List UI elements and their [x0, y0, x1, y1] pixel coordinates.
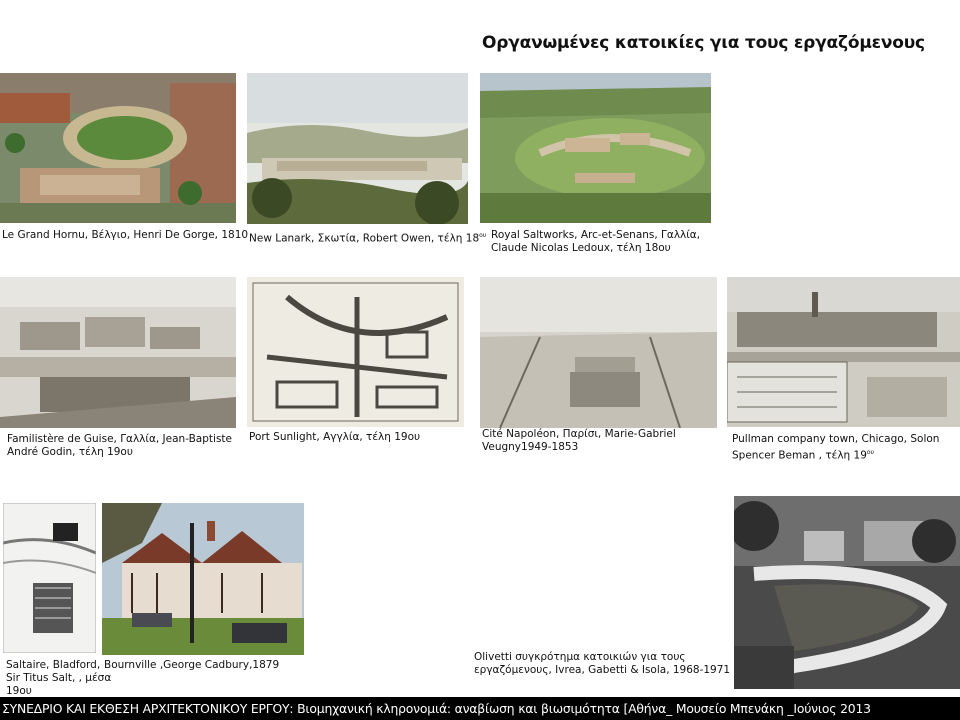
- caption-napoleon-line2: Veugny1949-1853: [482, 441, 579, 453]
- caption-guise-line2: André Godin, τέλη 19ου: [7, 446, 133, 458]
- caption-saltaire-line1: Saltaire, Bladford,: [6, 659, 101, 671]
- caption-bournville: Bournville ,George Cadbury,1879: [104, 659, 280, 671]
- caption-new-lanark-text: New Lanark, Σκωτία, Robert Owen, τέλη 18: [249, 232, 480, 245]
- caption-grand-hornu: Le Grand Hornu, Βέλγιο, Henri De Gorge, 1810: [2, 229, 249, 241]
- caption-olivetti: [474, 651, 730, 677]
- caption-saltworks-line2: Claude Nicolas Ledoux, τέλη 18ου: [491, 242, 671, 254]
- royal-saltworks-photo: [480, 73, 711, 223]
- caption-guise: [7, 433, 232, 459]
- grand-hornu-photo: [0, 73, 236, 223]
- caption-saltaire-line2: Sir Titus Salt, , μέσα: [6, 672, 112, 684]
- port-sunlight-plan: [247, 277, 464, 427]
- caption-saltaire-line3: 19ου: [6, 685, 32, 697]
- caption-napoleon: [482, 428, 676, 454]
- slide-footer: ΣΥΝΕΔΡΙΟ ΚΑΙ ΕΚΘΕΣΗ ΑΡΧΙΤΕΚΤΟΝΙΚΟΥ ΕΡΓΟΥ: Βιομηχανική κληρονομιά: αναβίωση και βιωσιμότητα [Αθήνα_ Μουσείο Μπενάκη _Ιούνιος 2013: [0, 697, 960, 720]
- caption-pullman-sup: ου: [866, 449, 875, 456]
- caption-pullman: [732, 433, 939, 463]
- caption-napoleon-line1: Cité Napoléon, Παρίσι, Marie-Gabriel: [482, 428, 676, 440]
- familistere-guise-engraving: [0, 277, 236, 428]
- caption-saltworks-line1: Royal Saltworks, Arc-et-Senans, Γαλλία,: [491, 229, 701, 241]
- caption-port-sunlight: Port Sunlight, Αγγλία, τέλη 19ου: [249, 431, 421, 443]
- new-lanark-illustration: [247, 73, 468, 224]
- caption-new-lanark: [249, 229, 486, 246]
- caption-pullman-line1: Pullman company town, Chicago, Solon: [732, 433, 940, 445]
- saltaire-map: [3, 503, 96, 653]
- caption-new-lanark-sup: ου: [479, 232, 487, 239]
- caption-guise-line1: Familistère de Guise, Γαλλία, Jean-Baptiste: [7, 433, 232, 445]
- caption-pullman-line2: Spencer Beman , τέλη 19: [732, 449, 867, 462]
- caption-saltaire: [6, 659, 111, 698]
- bournville-photo: [102, 503, 304, 655]
- caption-saltworks: [491, 229, 700, 255]
- olivetti-housing-photo: [734, 496, 960, 689]
- caption-olivetti-line1: Olivetti συγκρότημα κατοικιών για τους: [474, 651, 686, 663]
- pullman-engraving: [727, 277, 960, 427]
- slide-title: Οργανωμένες κατοικίες για τους εργαζόμενους: [482, 33, 925, 53]
- cite-napoleon-drawing: [480, 277, 717, 428]
- caption-olivetti-line2: εργαζόμενους, Ivrea, Gabetti & Isola, 1968-1971: [474, 664, 731, 676]
